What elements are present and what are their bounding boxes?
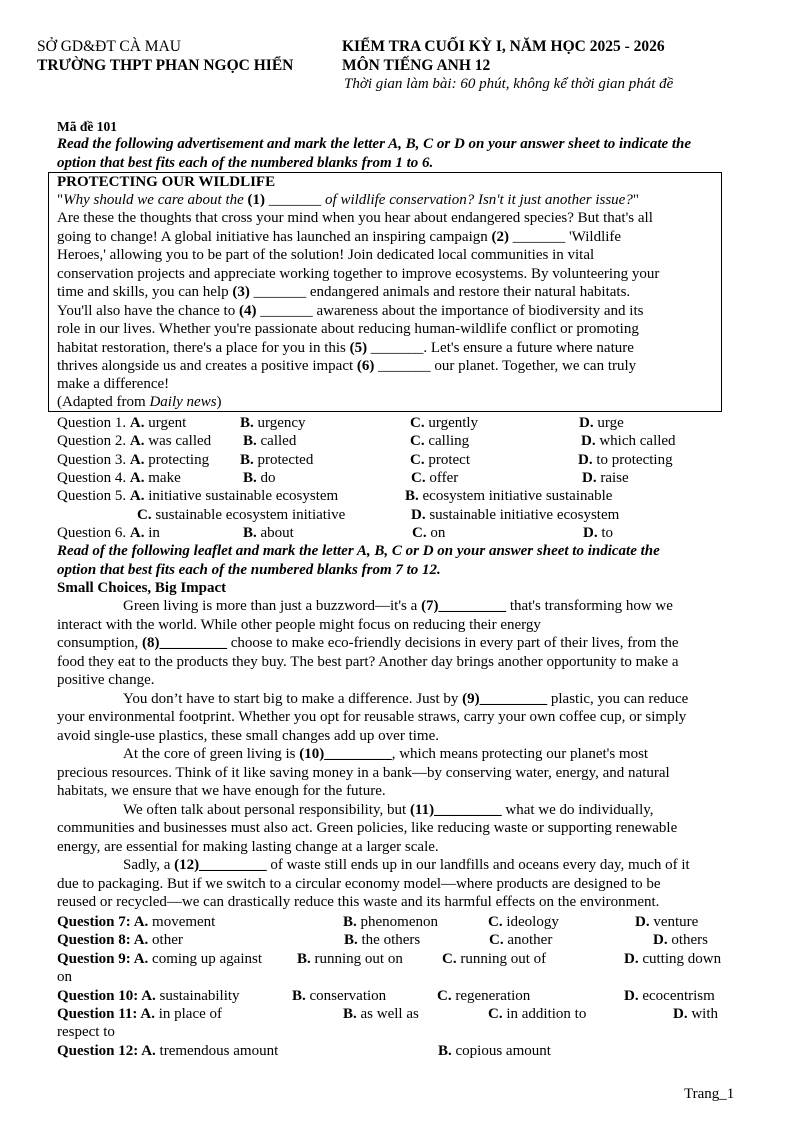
leaflet-p5-line3: reused or recycled—we can drastically reduce this waste and its harmful effects on the environment. [57,894,660,910]
leaflet-p4-line2: communities and businesses must also act. Green policies, like reducing waste or supporting renewable [57,820,678,836]
question-8-option-c: C. another [489,932,553,948]
ad-line-8: role in our lives. Whether you're passionate about reducing human-wildlife conflict or promoting [57,321,639,337]
question-7-option-d: D. venture [635,914,699,930]
question-3-option-d: D. to protecting [578,452,673,468]
leaflet-p1-line5: positive change. [57,672,155,688]
leaflet-p2-line3: avoid single-use plastics, these small changes add up over time. [57,728,439,744]
question-3: Question 3. A. protecting [57,452,210,468]
question-12: Question 12: A. tremendous amount [57,1043,279,1059]
question-9-option-c: C. running out of [442,951,547,967]
question-6-option-c: C. on [412,525,446,541]
question-1-option-d: D. urge [579,415,624,431]
leaflet-p3-line2: precious resources. Think of it like saving money in a bank—by conserving water, energy, and natural [57,765,670,781]
question-10-option-b: B. conservation [292,988,387,1004]
ad-source: (Adapted from Daily news) [57,394,222,410]
section1-instruction-line1: Read the following advertisement and mark the letter A, B, C or D on your answer sheet to indicate the [57,136,692,152]
ad-line-11: make a difference! [57,376,170,392]
question-4-option-d: D. raise [582,470,629,486]
department-name: SỞ GD&ĐT CÀ MAU [37,38,181,55]
question-1-option-b: B. urgency [240,415,306,431]
ad-line-7: You'll also have the chance to (4) _______ awareness about the importance of biodiversity and its [57,303,644,319]
ad-line-1: "Why should we care about the (1) _______ of wildlife conservation? Isn't it just another issue?" [57,192,639,208]
question-11-option-c: C. in addition to [488,1006,587,1022]
question-3-option-b: B. protected [240,452,314,468]
exam-title: KIỂM TRA CUỐI KỲ I, NĂM HỌC 2025 - 2026 [342,38,665,55]
ad-line-3: going to change! A global initiative has launched an inspiring campaign (2) _______ 'Wildlife [57,229,622,245]
exam-time: Thời gian làm bài: 60 phút, không kể thời gian phát đề [344,76,674,92]
leaflet-p4-line3: energy, are essential for making lasting change at a larger scale. [57,839,439,855]
leaflet-p1-line4: food they eat to the products they buy. The best part? Another day brings another opportunity to make a [57,654,679,670]
leaflet-p3-line1: At the core of green living is (10)_________, which means protecting our planet's most [123,746,649,762]
ad-line-9: habitat restoration, there's a place for you in this (5) _______. Let's ensure a future where nature [57,340,634,356]
question-9: Question 9: A. coming up against [57,951,263,967]
leaflet-p1-line3: consumption, (8)_________ choose to make eco-friendly decisions in every part of their lives, from the [57,635,679,651]
question-4: Question 4. A. make [57,470,181,486]
question-9-option-d: D. cutting down [624,951,722,967]
leaflet-p5-line1: Sadly, a (12)_________ of waste still ends up in our landfills and oceans every day, much of it [123,857,690,873]
question-2-option-d: D. which called [581,433,676,449]
leaflet-p4-line1: We often talk about personal responsibility, but (11)_________ what we do individually, [123,802,654,818]
question-11-option-d-continued: respect to [57,1024,115,1040]
question-11-option-d: D. with [673,1006,719,1022]
ad-line-10: thrives alongside us and creates a positive impact (6) _______ our planet. Together, we can truly [57,358,637,374]
question-5: Question 5. A. initiative sustainable ecosystem [57,488,339,504]
question-8-option-d: D. others [653,932,709,948]
question-1-option-c: C. urgently [410,415,479,431]
ad-line-4: Heroes,' allowing you to be part of the solution! Join dedicated local communities in vital [57,247,595,263]
question-6-option-b: B. about [243,525,294,541]
question-2: Question 2. A. was called [57,433,212,449]
question-1: Question 1. A. urgent [57,415,187,431]
question-10: Question 10: A. sustainability [57,988,240,1004]
question-7: Question 7: A. movement [57,914,216,930]
question-3-option-c: C. protect [410,452,470,468]
page-number: Trang_1 [684,1086,735,1102]
question-11: Question 11: A. in place of [57,1006,223,1022]
question-5-option-c: C. sustainable ecosystem initiative [137,507,346,523]
question-8-option-b: B. the others [344,932,421,948]
school-name: TRƯỜNG THPT PHAN NGỌC HIỂN [37,57,294,74]
question-4-option-c: C. offer [411,470,459,486]
leaflet-p2-line1: You don’t have to start big to make a difference. Just by (9)_________ plastic, you can reduce [123,691,689,707]
ad-line-6: time and skills, you can help (3) _______ endangered animals and restore their natural habitats. [57,284,631,300]
question-12-option-b: B. copious amount [438,1043,551,1059]
leaflet-title: Small Choices, Big Impact [57,580,227,596]
exam-code: Mã đề 101 [57,119,117,134]
advertisement-title: PROTECTING OUR WILDLIFE [57,174,276,190]
leaflet-p5-line2: due to packaging. But if we switch to a circular economy model—where products are designed to be [57,876,661,892]
question-2-option-b: B. called [243,433,297,449]
subject-title: MÔN TIẾNG ANH 12 [342,57,491,74]
section1-instruction-line2: option that best fits each of the numbered blanks from 1 to 6. [57,155,434,171]
question-5-option-b: B. ecosystem initiative sustainable [405,488,613,504]
question-4-option-b: B. do [243,470,276,486]
question-10-option-c: C. regeneration [437,988,531,1004]
question-8: Question 8: A. other [57,932,183,948]
question-6-option-d: D. to [583,525,614,541]
leaflet-p1-line2: interact with the world. While other people might focus on reducing their energy [57,617,541,633]
question-9-option-d-continued: on [57,969,72,985]
question-7-option-b: B. phenomenon [343,914,438,930]
question-11-option-b: B. as well as [343,1006,419,1022]
section2-instruction-line2: option that best fits each of the numbered blanks from 7 to 12. [57,562,441,578]
question-7-option-c: C. ideology [488,914,559,930]
question-10-option-d: D. ecocentrism [624,988,715,1004]
question-6: Question 6. A. in [57,525,160,541]
question-2-option-c: C. calling [410,433,470,449]
question-9-option-b: B. running out on [297,951,403,967]
question-5-option-d: D. sustainable initiative ecosystem [411,507,620,523]
leaflet-p3-line3: habitats, we ensure that we have enough for the future. [57,783,386,799]
leaflet-p1-line1: Green living is more than just a buzzword—it's a (7)_________ that's transforming how we [123,598,673,614]
leaflet-p2-line2: your environmental footprint. Whether you opt for reusable straws, carry your own coffee cup, or simply [57,709,687,725]
section2-instruction-line1: Read of the following leaflet and mark the letter A, B, C or D on your answer sheet to indicate the [57,543,660,559]
ad-line-2: Are these the thoughts that cross your mind when you hear about endangered species? But that's all [57,210,653,226]
ad-line-5: conservation projects and appreciate working together to improve ecosystems. By volunteering your [57,266,660,282]
